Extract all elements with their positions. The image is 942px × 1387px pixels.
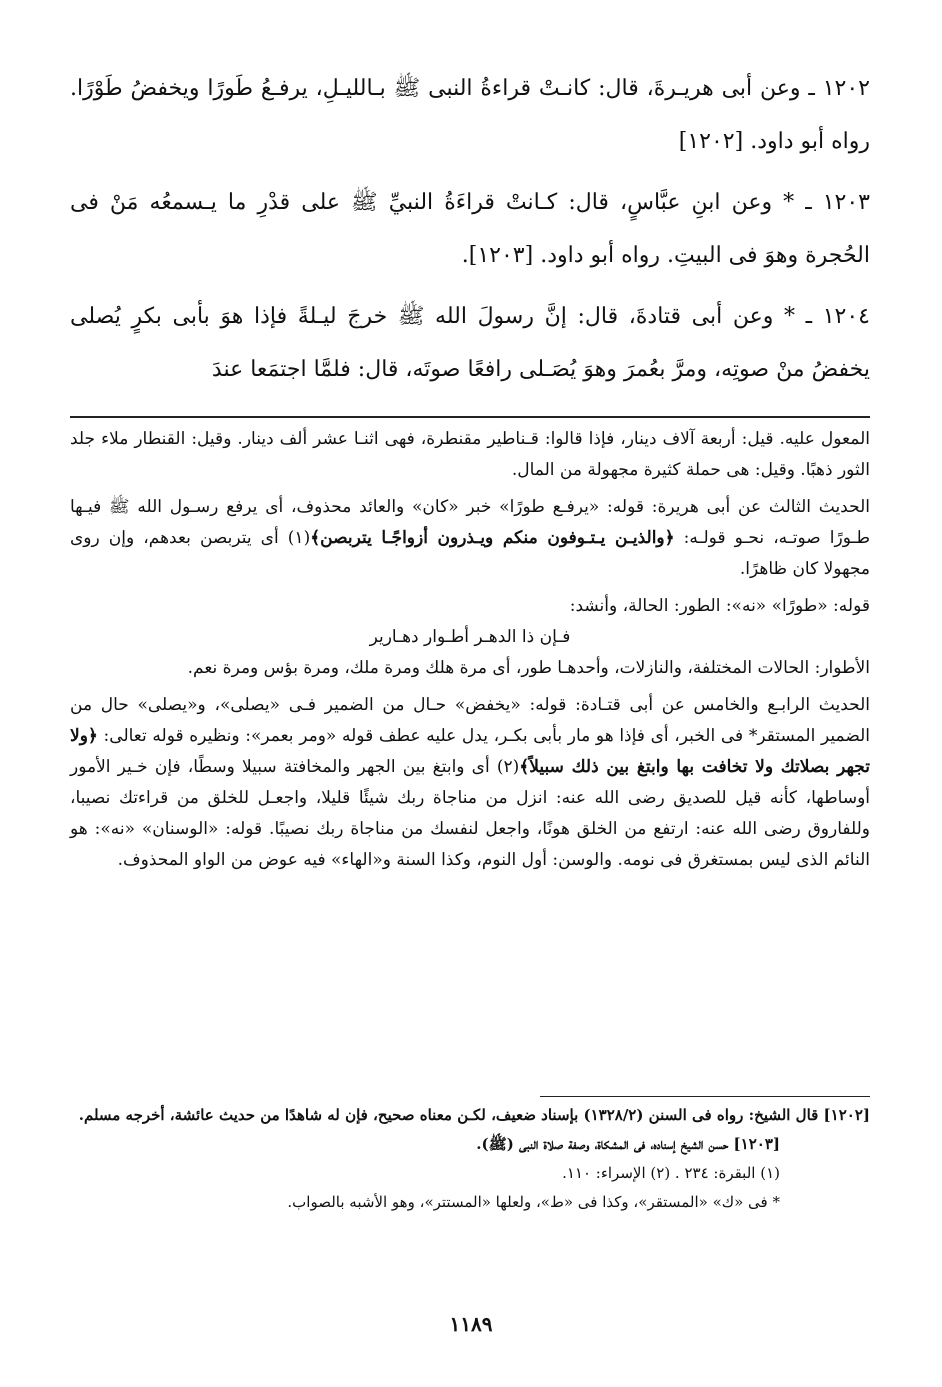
commentary-hadith-3-rest: (١) أى يتربصن بعدهم، وإن روى مجهولا كان ظاهرًا. <box>70 528 870 579</box>
footnote-1203: [١٢٠٣] حسن الشيخ إسناده، فى المشكاة، وصفة صلاة النبى (ﷺ). <box>476 1135 780 1153</box>
commentary-hadith-4-5-intro: الحديث الرابـع والخامس عن أبى قتـادة: قوله: «يخفض» حـال من الضمير فـى «يصلى»، و«يصلى» حال من الضمير المستقر* فى الخبر، أى فإذا هو مار بأبى بكـر، يدل عليه عطف قوله «ومر بعمر»: ونظيره قوله تعالى: <box>70 695 870 746</box>
footnote-divider <box>540 1096 870 1097</box>
footnote-quran-refs: (١) البقرة: ٢٣٤ . (٢) الإسراء: ١١٠. <box>562 1164 780 1182</box>
commentary-hadith-3-intro: الحديث الثالث عن أبى هريرة: قوله: «يرفـع طورًا» خبر «كان» والعائد محذوف، أى يرفع رسـول الله ﷺ فيـها طـورًا صوتـه، نحـو قولـه: <box>70 497 871 548</box>
quran-verse-baqarah: ﴿والذيـن يـتـوفون منكم ويـذرون أزواجًـا يتربصن﴾ <box>310 528 675 548</box>
commentary-hadith-3 <box>70 492 870 585</box>
hadith-1203: ١٢٠٣ ـ * وعن ابنِ عبَّاسٍ، قال: كـانتْ قراءَةُ النبيِّ ﷺ على قدْرِ ما يـسمعُه مَنْ فى الحُجرة وهوَ فى البيتِ. رواه أبو داود. [١٢٠٣]. <box>70 190 870 268</box>
page-number: ١١٨٩ <box>449 1312 493 1336</box>
commentary-tawr: قوله: «طورًا» «نه»: الطور: الحالة، وأنشد: <box>569 596 870 616</box>
commentary-hadith-4-5-rest: (٢) أى وابتغ بين الجهر والمخافتة سبيلا وسطًا، فإن خـير الأمور أوساطها، كأنه قيل للصديق رضى الله عنه: انزل من مناجاة ربك شيئًا قليلا، واجعـل للخلق من قراءتك نصيبا، وللفاروق رضى الله عنه: ارتفع من الخلق هونًا، واجعل لنفسك من مناجاة ربك نصيبًا. قوله: «الوسنان» «نه»: هو النائم الذى ليس بمستغرق فى نومه. والوسن: أول النوم، وكذا السنة و«الهاء» فيه عوض من الواو المحذوف. <box>70 757 870 870</box>
text-divider <box>70 416 870 418</box>
commentary-qintar: المعول عليه. قيل: أربعة آلاف دينار، فإذا قالوا: قـناطير مقنطرة، فهى اثنـا عشر ألف دينار. وقيل: القنطار ملاء جلد الثور ذهبًا. وقيل: هى حملة كثيرة مجهولة من المال. <box>70 429 870 480</box>
commentary-hadith-4-5 <box>70 690 870 876</box>
commentary-atwar: الأطوار: الحالات المختلفة، والنازلات، وأحدهـا طور، أى مرة هلك ومرة ملك، ومرة بؤس ومرة نعم. <box>187 658 870 678</box>
poetry-verse: فـإن ذا الدهـر أطـوار دهـارير <box>369 627 571 647</box>
footnote-manuscript-note: * فى «ك» «المستقر»، وكذا فى «ط»، ولعلها «المستتر»، وهو الأشبه بالصواب. <box>287 1193 780 1211</box>
commentary <box>70 424 870 876</box>
footnotes <box>70 1096 870 1217</box>
footnote-1202: [١٢٠٢] قال الشيخ: رواه فى السنن (١٣٢٨/٢) بإسناد ضعيف، لكـن معناه صحيح، فإن له شاهدًا من حديث عائشة، أخرجه مسلم. <box>78 1106 870 1124</box>
hadith-1204: ١٢٠٤ ـ * وعن أبى قتادةَ، قال: إنَّ رسولَ الله ﷺ خرجَ ليـلةً فإذا هوَ بأبى بكرٍ يُصلى يخفضُ منْ صوتِه، ومرَّ بعُمرَ وهوَ يُصَـلى رافعًا صوتَه، قال: فلمَّا اجتمَعا عندَ <box>70 304 870 382</box>
quran-verse-isra: ﴿ولا تجهر بصلاتك ولا تخافت بها وابتغ بين ذلك سبيلاً﴾ <box>70 726 870 777</box>
hadith-1202: ١٢٠٢ ـ وعن أبى هريـرةَ، قال: كانـتْ قراءةُ النبى ﷺ بـالليـلِ، يرفـعُ طَورًا ويخفضُ طَوْرًا. رواه أبو داود. [١٢٠٢] <box>70 76 870 154</box>
page-body <box>70 62 870 876</box>
